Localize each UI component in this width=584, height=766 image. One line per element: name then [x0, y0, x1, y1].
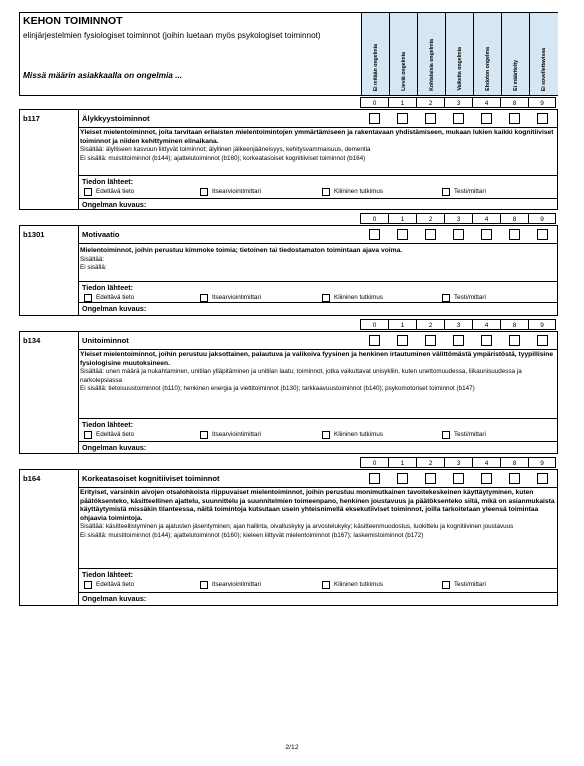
divider [78, 470, 79, 605]
scale-number-row [360, 319, 558, 330]
scale-number: 2 [416, 213, 444, 224]
rating-checkbox-1[interactable] [397, 113, 408, 124]
scale-number: 8 [500, 213, 528, 224]
rating-checkbox-2[interactable] [425, 473, 436, 484]
rating-checkbox-0[interactable] [369, 229, 380, 240]
source-label: Itsearviointimittari [212, 431, 261, 438]
excludes-text: Ei sisällä: muistitoiminnot (b144); ajattelutoiminnot (b160); korkeatasoiset kognitiiviset toiminnot (b164) [80, 154, 366, 162]
column-header: Kohtalaisia ongelmia [418, 13, 446, 95]
divider [78, 127, 557, 128]
source-checkbox[interactable] [322, 581, 330, 589]
source-label: Kliininen tutkimus [334, 581, 383, 588]
source-checkbox[interactable] [442, 581, 450, 589]
section-name: Korkeatasoiset kognitiiviset toiminnot [82, 474, 220, 483]
column-header: Vaikeita ongelmia [446, 13, 474, 95]
source-label: Kliininen tutkimus [334, 188, 383, 195]
rating-checkbox-4[interactable] [481, 113, 492, 124]
rating-checkbox-9[interactable] [537, 335, 548, 346]
sources-label: Tiedon lähteet: [82, 177, 133, 186]
scale-number-row [360, 213, 558, 224]
section-name: Motivaatio [82, 230, 120, 239]
rating-checkbox-3[interactable] [453, 113, 464, 124]
includes-text: Sisältää: käsitteellistyminen ja ajatusten jäsentyminen; ajan hallinta, oivalluskyky ja arvostelukyky; käsitteenmuodostus, luokittelu ja kognitiivinen joustavuus [80, 523, 514, 531]
rating-checkbox-2[interactable] [425, 335, 436, 346]
rating-checkbox-1[interactable] [397, 229, 408, 240]
section-description [80, 489, 557, 541]
header-text-area [20, 13, 361, 95]
source-checkbox[interactable] [322, 294, 330, 302]
section-name: Unitoiminnot [82, 336, 129, 345]
section-code: b164 [23, 474, 41, 483]
rating-checkbox-0[interactable] [369, 335, 380, 346]
source-label: Edeltävä tieto [96, 431, 135, 438]
description-text: Mielentoiminnot, joihin perustuu kimmoke toimia; tietoinen tai tiedostamaton toimintaan ajava voima. [80, 247, 403, 254]
page-number: 2/12 [285, 744, 299, 751]
excludes-text: Ei sisällä: muistitoiminnot (b144); ajattelutoiminnot (b160); kieleen liittyvät mielentoiminnot (b167); laskemistoiminnot (b172) [80, 531, 424, 539]
source-label: Itsearviointimittari [212, 294, 261, 301]
divider [78, 110, 79, 209]
source-checkbox[interactable] [200, 188, 208, 196]
section-code: b1301 [23, 230, 45, 239]
problem-description-field[interactable]: Ongelman kuvaus: [82, 594, 147, 603]
column-header: Lieviä ongelmia [390, 13, 418, 95]
scale-number: 3 [444, 457, 472, 468]
rating-checkbox-8[interactable] [509, 473, 520, 484]
source-checkbox[interactable] [442, 294, 450, 302]
source-label: Edeltävä tieto [96, 581, 135, 588]
column-header: Ehdoton ongelma [474, 13, 502, 95]
divider [78, 568, 557, 569]
divider [78, 487, 557, 488]
rating-checkbox-8[interactable] [509, 113, 520, 124]
section-box [19, 331, 558, 454]
rating-checkbox-1[interactable] [397, 473, 408, 484]
section-box [19, 109, 558, 210]
source-checkbox[interactable] [84, 431, 92, 439]
column-header: Ei mitään ongelmia [362, 13, 390, 95]
source-checkbox[interactable] [200, 294, 208, 302]
column-header: Ei määritelty [502, 13, 530, 95]
scale-number: 8 [500, 457, 528, 468]
divider [78, 418, 557, 419]
scale-number: 8 [500, 97, 528, 108]
divider [78, 441, 557, 442]
page-title: KEHON TOIMINNOT [23, 15, 123, 27]
section-description [80, 129, 557, 163]
scale-number: 3 [444, 97, 472, 108]
scale-number: 1 [388, 319, 416, 330]
rating-checkbox-3[interactable] [453, 473, 464, 484]
page-subtitle: elinjärjestelmien fysiologiset toiminnot (joihin luetaan myös psykologiset toiminnot) [23, 31, 321, 40]
rating-checkbox-9[interactable] [537, 473, 548, 484]
section-box [19, 225, 558, 316]
section-description [80, 351, 557, 394]
rating-checkbox-4[interactable] [481, 473, 492, 484]
rating-checkbox-4[interactable] [481, 335, 492, 346]
divider [78, 243, 557, 244]
scale-number: 4 [472, 319, 500, 330]
scale-number-row [360, 97, 558, 108]
section-code: b117 [23, 114, 40, 123]
source-label: Testi/mittari [454, 294, 486, 301]
scale-number: 9 [528, 213, 556, 224]
divider [78, 302, 557, 303]
rating-column-headers [361, 13, 558, 95]
scale-number: 0 [360, 213, 388, 224]
source-label: Testi/mittari [454, 431, 486, 438]
problem-description-field[interactable]: Ongelman kuvaus: [82, 304, 147, 313]
scale-number: 1 [388, 457, 416, 468]
rating-question: Missä määrin asiakkaalla on ongelmia ... [23, 70, 183, 80]
icf-section-b1301 [19, 213, 558, 316]
sources-label: Tiedon lähteet: [82, 420, 133, 429]
source-checkbox[interactable] [84, 581, 92, 589]
scale-number: 0 [360, 97, 388, 108]
scale-number: 9 [528, 97, 556, 108]
rating-checkbox-8[interactable] [509, 335, 520, 346]
source-checkbox[interactable] [200, 581, 208, 589]
icf-section-b134 [19, 319, 558, 454]
scale-number: 3 [444, 319, 472, 330]
scale-number: 2 [416, 319, 444, 330]
excludes-text: Ei sisällä: [80, 264, 107, 272]
icf-section-b164 [19, 457, 558, 606]
source-checkbox[interactable] [322, 431, 330, 439]
source-checkbox[interactable] [442, 188, 450, 196]
divider [78, 349, 557, 350]
source-label: Kliininen tutkimus [334, 431, 383, 438]
scale-number: 4 [472, 213, 500, 224]
scale-number: 0 [360, 319, 388, 330]
section-box [19, 469, 558, 606]
scale-number: 4 [472, 457, 500, 468]
column-header: Ei sovellettavissa [541, 47, 547, 91]
divider [78, 198, 557, 199]
scale-number: 0 [360, 457, 388, 468]
scale-number: 9 [528, 319, 556, 330]
description-text: Yleiset mielentoiminnot, joihin perustuu jaksottainen, palautuva ja valikoiva fyysinen ja henkinen irtautuminen välittömästä ympäristöstä, tyypillisine fysiologisine muutoksineen. [80, 351, 554, 367]
description-text: Erityiset, varsinkin aivojen otsalohkoista riippuvaiset mielentoiminnot, joihin perustuu monimutkainen tavoitekeskeinen käyttäytyminen, kuten päätöksenteko, käsitteellinen ajattelu, suunnittelu ja suunnitelmien toimeenpano, henkinen joustavuus ja päätöksenteko siitä, mikä on asianmukaista käyttäytymistä missäkin tilanteessa, näitä toimintoja kutsutaan usein yhteisnimellä eksekutiiviset toiminnot, joilla tarkoitetaan yleensä toimintaa ohjaavia toimintoja. [80, 489, 555, 522]
form-header [19, 12, 558, 96]
scale-number: 4 [472, 97, 500, 108]
scale-number-row [360, 457, 558, 468]
rating-checkbox-0[interactable] [369, 473, 380, 484]
scale-number: 8 [500, 319, 528, 330]
sources-label: Tiedon lähteet: [82, 570, 133, 579]
source-label: Testi/mittari [454, 188, 486, 195]
source-checkbox[interactable] [322, 188, 330, 196]
includes-text: Sisältää: unen määrä ja nukahtaminen, unitilan ylläpitäminen ja unitilan laatu; toiminnot, jotka vaikuttavat unisykliin, kuten unettomuudessa, liikaunisuudessa ja narkolepsiassa [80, 368, 522, 384]
divider [78, 281, 557, 282]
rating-checkbox-9[interactable] [537, 113, 548, 124]
source-checkbox[interactable] [200, 431, 208, 439]
scale-number: 2 [416, 97, 444, 108]
rating-checkbox-8[interactable] [509, 229, 520, 240]
includes-text: Sisältää: älylliseen kasvuun liittyvät toiminnot; älyllinen jälkeenjääneisyys, kehitysvammaisuus, dementia [80, 146, 371, 154]
source-label: Kliininen tutkimus [334, 294, 383, 301]
sources-label: Tiedon lähteet: [82, 283, 133, 292]
source-checkbox[interactable] [442, 431, 450, 439]
includes-text: Sisältää: [80, 255, 105, 263]
rating-checkbox-4[interactable] [481, 229, 492, 240]
section-code: b134 [23, 336, 41, 345]
icf-section-b117 [19, 97, 558, 210]
divider [78, 592, 557, 593]
source-label: Itsearviointimittari [212, 188, 261, 195]
problem-description-field[interactable]: Ongelman kuvaus: [82, 443, 147, 452]
excludes-text: Ei sisällä: tietoisuustoiminnot (b110); henkinen energia ja viettitoiminnot (b130); tarkkaavuustoiminnot (b140); psykomotoriset toiminnot (b147) [80, 385, 475, 393]
source-label: Itsearviointimittari [212, 581, 261, 588]
section-name: Älykkyystoiminnot [82, 114, 150, 123]
divider [78, 332, 79, 453]
rating-checkbox-2[interactable] [425, 229, 436, 240]
section-description [80, 247, 557, 273]
source-checkbox[interactable] [84, 294, 92, 302]
source-label: Edeltävä tieto [96, 294, 135, 301]
description-text: Yleiset mielentoiminnot, joita tarvitaan erilaisten mielentoimintojen ymmärtämiseen ja rakentavaan yhdistämiseen, mukaan lukien kaikki kognitiiviset toiminnot ja niiden kehittyminen elinaikana. [80, 129, 554, 145]
source-checkbox[interactable] [84, 188, 92, 196]
source-label: Testi/mittari [454, 581, 486, 588]
divider [78, 175, 557, 176]
source-label: Edeltävä tieto [96, 188, 135, 195]
rating-checkbox-3[interactable] [453, 229, 464, 240]
rating-checkbox-1[interactable] [397, 335, 408, 346]
scale-number: 2 [416, 457, 444, 468]
scale-number: 1 [388, 97, 416, 108]
rating-checkbox-0[interactable] [369, 113, 380, 124]
scale-number: 3 [444, 213, 472, 224]
rating-checkbox-9[interactable] [537, 229, 548, 240]
rating-checkbox-2[interactable] [425, 113, 436, 124]
problem-description-field[interactable]: Ongelman kuvaus: [82, 200, 147, 209]
scale-number: 1 [388, 213, 416, 224]
scale-number: 9 [528, 457, 556, 468]
rating-checkbox-3[interactable] [453, 335, 464, 346]
